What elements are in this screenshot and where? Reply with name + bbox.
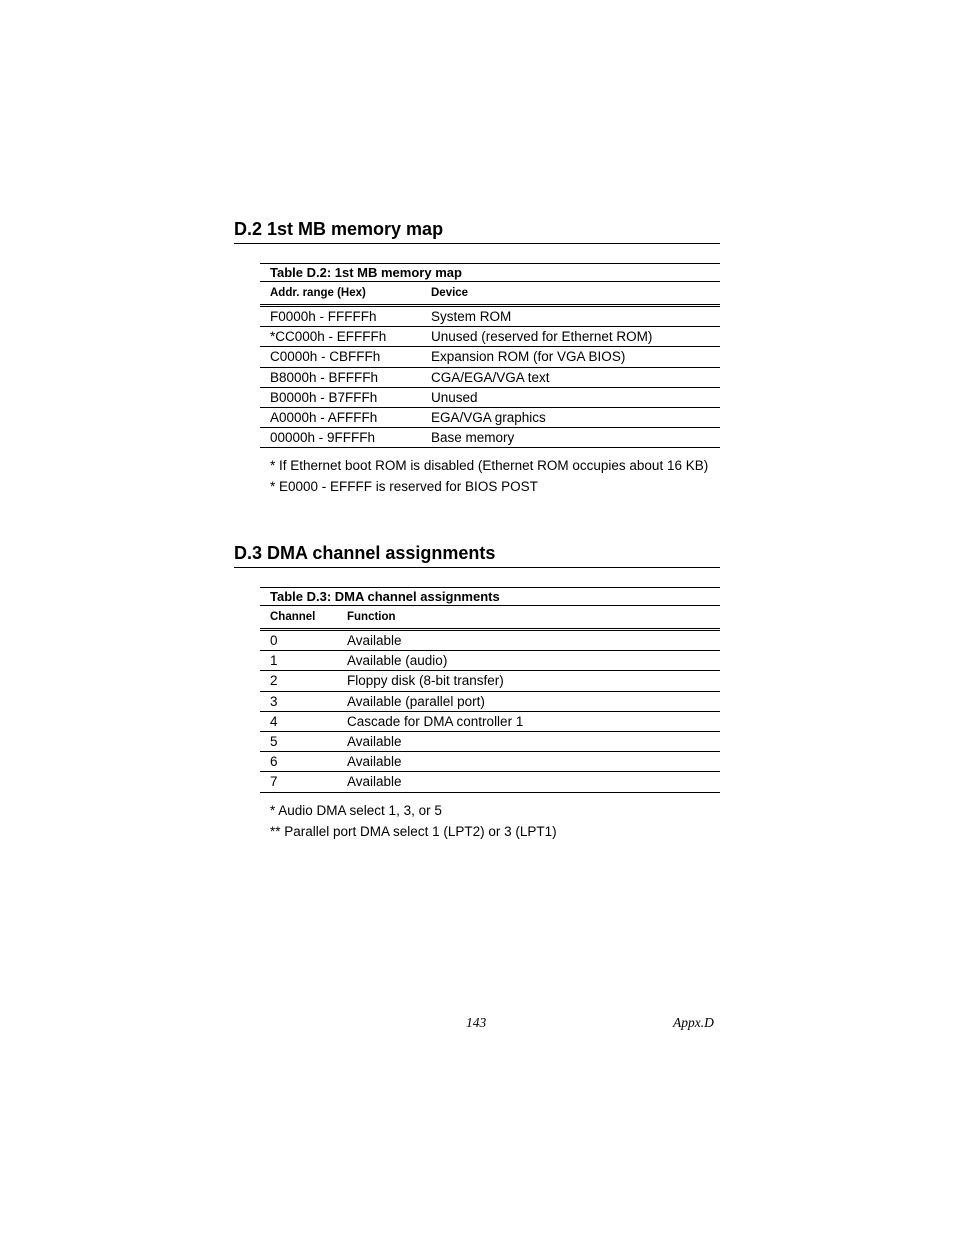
note: * E0000 - EFFFF is reserved for BIOS POST (270, 478, 538, 494)
table-row (260, 408, 720, 428)
table-row (260, 772, 720, 792)
table-cell: System ROM (431, 309, 512, 325)
page-number: 143 (466, 1015, 487, 1030)
table-cell: 1 (270, 653, 278, 669)
table-body (260, 307, 720, 448)
table-cell: EGA/VGA graphics (431, 410, 546, 426)
table-cell: 5 (270, 734, 278, 750)
table-row (260, 671, 720, 691)
memory-map-table (260, 263, 720, 448)
table-cell: Cascade for DMA controller 1 (347, 713, 524, 729)
table-cell: CGA/EGA/VGA text (431, 369, 550, 385)
table-cell: Base memory (431, 430, 515, 446)
table-cell: 6 (270, 754, 278, 770)
note: * If Ethernet boot ROM is disabled (Ethernet ROM occupies about 16 KB) (270, 458, 709, 473)
table-row (260, 631, 720, 651)
table-row (260, 307, 720, 327)
table-cell: Unused (431, 389, 478, 405)
table-cell: 3 (270, 693, 278, 709)
table-row (260, 712, 720, 732)
table-cell: Available (parallel port) (347, 693, 485, 709)
table-row (260, 428, 720, 448)
table-cell: B8000h - BFFFFh (270, 369, 379, 385)
table-cell: Available (347, 754, 402, 770)
footer-section-label: Appx.D (673, 1015, 714, 1030)
table-cell: 7 (270, 774, 278, 790)
table-cell: B0000h - B7FFFh (270, 389, 378, 405)
table-notes (270, 801, 557, 842)
column-header: Device (431, 287, 469, 299)
table-cell: Unused (reserved for Ethernet ROM) (431, 329, 653, 345)
dma-channel-table (260, 587, 720, 793)
section-heading-d2: D.2 1st MB memory map (234, 219, 720, 244)
table-cell: *CC000h - EFFFFh (270, 329, 387, 345)
table-cell: 2 (270, 673, 278, 689)
table-cell: Available (347, 774, 402, 790)
table-cell: 4 (270, 713, 278, 729)
table-row (260, 651, 720, 671)
column-header: Channel (270, 611, 316, 623)
note: * Audio DMA select 1, 3, or 5 (270, 803, 442, 818)
table-cell: Available (347, 734, 402, 750)
table-cell: Floppy disk (8-bit transfer) (347, 673, 504, 689)
table-cell: Expansion ROM (for VGA BIOS) (431, 349, 626, 365)
table-row (260, 388, 720, 408)
section-heading-d3: D.3 DMA channel assignments (234, 543, 720, 568)
column-header: Function (347, 611, 396, 623)
column-header: Addr. range (Hex) (270, 287, 366, 299)
table-row (260, 752, 720, 772)
table-notes (270, 456, 708, 497)
table-row (260, 732, 720, 752)
table-row (260, 368, 720, 388)
table-cell: F0000h - FFFFFh (270, 309, 377, 325)
table-header-row (260, 606, 720, 631)
table-cell: C0000h - CBFFFh (270, 349, 381, 365)
table-body (260, 631, 720, 793)
note: ** Parallel port DMA select 1 (LPT2) or 3 (LPT1) (270, 823, 557, 839)
table-header-row (260, 282, 720, 307)
table-cell: Available (audio) (347, 653, 448, 669)
table-cell: 00000h - 9FFFFh (270, 430, 376, 446)
table-caption: Table D.3: DMA channel assignments (260, 587, 720, 606)
table-cell: 0 (270, 633, 278, 649)
table-row (260, 327, 720, 347)
table-cell: Available (347, 633, 402, 649)
table-caption: Table D.2: 1st MB memory map (260, 263, 720, 282)
table-row (260, 347, 720, 367)
table-row (260, 692, 720, 712)
table-cell: A0000h - AFFFFh (270, 410, 378, 426)
